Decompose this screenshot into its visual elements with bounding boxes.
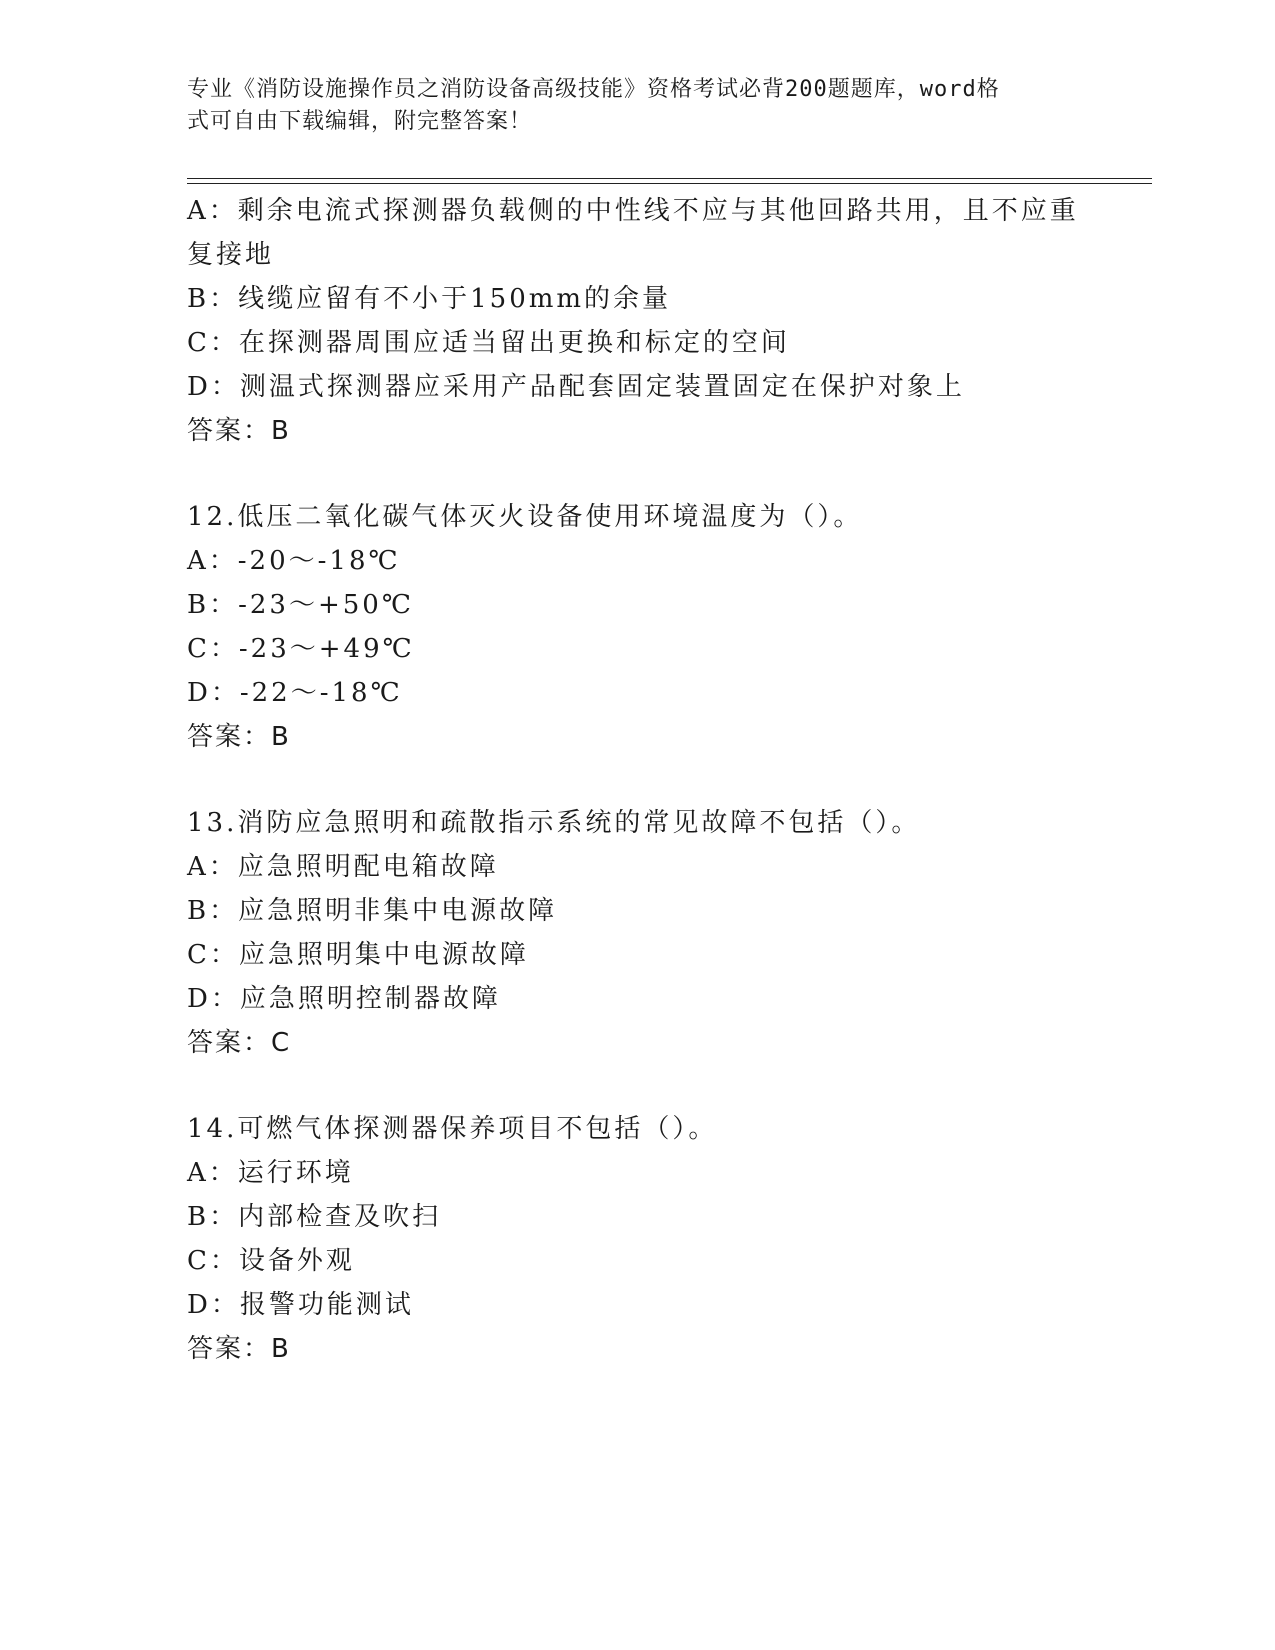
q11-option-a-line-1: A：剩余电流式探测器负载侧的中性线不应与其他回路共用，且不应重 [187,196,1079,226]
q14-option-d: D：报警功能测试 [187,1290,414,1320]
document-header [187,74,1067,138]
q14-option-c: C：设备外观 [187,1246,355,1276]
q11-option-d: D：测温式探测器应采用产品配套固定装置固定在保护对象上 [187,372,965,402]
q12-option-a: A：-20～-18℃ [187,546,401,576]
q13-option-b: B：应急照明非集中电源故障 [187,896,558,926]
q13-option-d: D：应急照明控制器故障 [187,984,501,1014]
q14-option-b: B：内部检查及吹扫 [187,1202,442,1232]
q11-option-a-line-2: 复接地 [187,240,275,270]
q13-question: 13.消防应急照明和疏散指示系统的常见故障不包括（）。 [187,808,921,838]
q12-question: 12.低压二氧化碳气体灭火设备使用环境温度为（）。 [187,502,863,532]
q11-option-b: B：线缆应留有不小于150mm的余量 [187,284,672,314]
header-divider-top [187,178,1152,179]
q12-option-c: C：-23～+49℃ [187,634,415,664]
q11-answer: 答案：B [187,416,291,446]
q13-option-a: A：应急照明配电箱故障 [187,852,499,882]
q12-answer: 答案：B [187,722,291,752]
q14-option-a: A：运行环境 [187,1158,354,1188]
q12-option-b: B：-23～+50℃ [187,590,414,620]
header-line-2: 式可自由下载编辑，附完整答案！ [187,109,533,134]
header-line-1: 专业《消防设施操作员之消防设备高级技能》资格考试必背200题题库，word格 [187,77,1000,102]
header-divider-bottom [187,183,1152,184]
q13-answer: 答案：C [187,1028,292,1058]
q14-answer: 答案：B [187,1334,291,1364]
q14-question: 14.可燃气体探测器保养项目不包括（）。 [187,1114,718,1144]
q11-option-c: C：在探测器周围应适当留出更换和标定的空间 [187,328,790,358]
q13-option-c: C：应急照明集中电源故障 [187,940,529,970]
q12-option-d: D：-22～-18℃ [187,678,403,708]
